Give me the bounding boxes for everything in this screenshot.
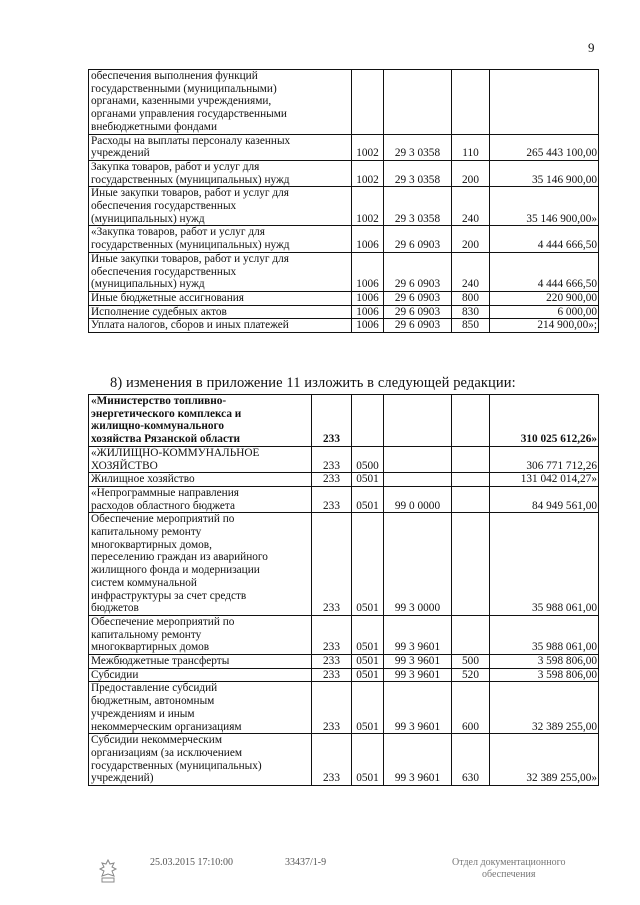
target-article-cell: 99 3 0000 bbox=[384, 513, 452, 616]
amount-cell: 6 000,00 bbox=[490, 305, 599, 319]
page-number: 9 bbox=[588, 40, 595, 55]
section-code-cell: 1002 bbox=[352, 160, 384, 186]
amount-cell: 35 146 900,00» bbox=[490, 187, 599, 226]
expense-name-cell: Предоставление субсидий бюджетным, автономным учреждениям и иным некоммерческим организациям bbox=[89, 682, 312, 734]
expense-name-cell: «Министерство топливно- энергетического комплекса и жилищно-коммунального хозяйства Рязанской области bbox=[89, 395, 312, 447]
amount-cell: 131 042 014,27» bbox=[490, 473, 599, 487]
expense-type-cell: 110 bbox=[452, 134, 490, 160]
target-article-cell: 99 3 9601 bbox=[384, 615, 452, 654]
expense-type-cell: 520 bbox=[452, 668, 490, 682]
amount-cell: 3 598 806,00 bbox=[490, 655, 599, 669]
expense-type-cell: 500 bbox=[452, 655, 490, 669]
expense-type-cell: 850 bbox=[452, 319, 490, 333]
section-code-cell: 1006 bbox=[352, 305, 384, 319]
target-article-cell: 29 6 0903 bbox=[384, 252, 452, 291]
table-row bbox=[89, 682, 599, 734]
table-row bbox=[89, 319, 599, 333]
expense-name-cell: обеспечения выполнения функций государственными (муниципальными) органами, казенными учреждениями, органами управления государственными внебюджетными фондами bbox=[89, 70, 352, 135]
target-article-cell: 99 3 9601 bbox=[384, 668, 452, 682]
expense-name-cell: «Закупка товаров, работ и услуг для государственных (муниципальных) нужд bbox=[89, 226, 352, 252]
table-row bbox=[89, 655, 599, 669]
amount-cell: 3 598 806,00 bbox=[490, 668, 599, 682]
target-article-cell: 99 3 9601 bbox=[384, 655, 452, 669]
expense-type-cell bbox=[452, 70, 490, 135]
target-article-cell: 99 0 0000 bbox=[384, 486, 452, 512]
table-row bbox=[89, 395, 599, 447]
expense-type-cell: 200 bbox=[452, 226, 490, 252]
table-row bbox=[89, 291, 599, 305]
expense-type-cell bbox=[452, 395, 490, 447]
table-row bbox=[89, 134, 599, 160]
target-article-cell bbox=[384, 395, 452, 447]
footer-timestamp: 25.03.2015 17:10:00 bbox=[150, 857, 234, 868]
target-article-cell: 29 3 0358 bbox=[384, 160, 452, 186]
target-article-cell: 29 3 0358 bbox=[384, 187, 452, 226]
expenses-table-continued bbox=[88, 69, 599, 333]
target-article-cell: 29 6 0903 bbox=[384, 291, 452, 305]
table-row bbox=[89, 226, 599, 252]
target-article-cell: 29 6 0903 bbox=[384, 319, 452, 333]
section-code-cell: 0501 bbox=[352, 682, 384, 734]
table-row bbox=[89, 473, 599, 487]
department-stamp: Отдел документационного обеспечения bbox=[452, 857, 566, 880]
amount-cell: 84 949 561,00 bbox=[490, 486, 599, 512]
target-article-cell bbox=[384, 473, 452, 487]
expense-name-cell: Межбюджетные трансферты bbox=[89, 655, 312, 669]
amount-cell: 265 443 100,00 bbox=[490, 134, 599, 160]
appendix-11-table bbox=[88, 394, 599, 786]
target-article-cell bbox=[384, 70, 452, 135]
table-row bbox=[89, 668, 599, 682]
amount-cell: 35 988 061,00 bbox=[490, 513, 599, 616]
expense-name-cell: Иные закупки товаров, работ и услуг для обеспечения государственных (муниципальных) нужд bbox=[89, 187, 352, 226]
ministry-code-cell: 233 bbox=[312, 615, 352, 654]
expense-name-cell: Субсидии некоммерческим организациям (за исключением государственных (муниципальных) учреждений) bbox=[89, 734, 312, 786]
table-row bbox=[89, 446, 599, 472]
amount-cell: 306 771 712,26 bbox=[490, 446, 599, 472]
section-code-cell bbox=[352, 70, 384, 135]
expense-name-cell: Исполнение судебных актов bbox=[89, 305, 352, 319]
expense-name-cell: Уплата налогов, сборов и иных платежей bbox=[89, 319, 352, 333]
section-code-cell: 1002 bbox=[352, 134, 384, 160]
table-row bbox=[89, 615, 599, 654]
emblem-icon bbox=[96, 858, 120, 884]
ministry-code-cell: 233 bbox=[312, 513, 352, 616]
expense-type-cell bbox=[452, 486, 490, 512]
section-code-cell: 0501 bbox=[352, 513, 384, 616]
section-code-cell: 0501 bbox=[352, 473, 384, 487]
amount-cell: 220 900,00 bbox=[490, 291, 599, 305]
amount-cell: 35 988 061,00 bbox=[490, 615, 599, 654]
ministry-code-cell: 233 bbox=[312, 682, 352, 734]
expense-type-cell: 200 bbox=[452, 160, 490, 186]
section-code-cell: 0500 bbox=[352, 446, 384, 472]
section-code-cell: 1006 bbox=[352, 291, 384, 305]
table-row bbox=[89, 70, 599, 135]
ministry-code-cell: 233 bbox=[312, 655, 352, 669]
section-code-cell: 1006 bbox=[352, 319, 384, 333]
target-article-cell: 29 3 0358 bbox=[384, 134, 452, 160]
expense-name-cell: Обеспечение мероприятий по капитальному ремонту многоквартирных домов, переселению граждан из аварийного жилищного фонда и модернизации систем коммунальной инфраструктуры за счет средств бюджетов bbox=[89, 513, 312, 616]
section-code-cell: 0501 bbox=[352, 668, 384, 682]
expense-type-cell: 830 bbox=[452, 305, 490, 319]
table-row bbox=[89, 513, 599, 616]
amount-cell: 310 025 612,26» bbox=[490, 395, 599, 447]
ministry-code-cell: 233 bbox=[312, 486, 352, 512]
table-row bbox=[89, 252, 599, 291]
footer-doc-code: 33437/1-9 bbox=[285, 857, 327, 868]
expense-name-cell: Иные бюджетные ассигнования bbox=[89, 291, 352, 305]
amount-cell: 4 444 666,50 bbox=[490, 252, 599, 291]
section-heading: 8) изменения в приложение 11 изложить в следующей редакции: bbox=[110, 375, 516, 391]
ministry-code-cell: 233 bbox=[312, 446, 352, 472]
expense-name-cell: Жилищное хозяйство bbox=[89, 473, 312, 487]
expense-type-cell: 800 bbox=[452, 291, 490, 305]
target-article-cell bbox=[384, 446, 452, 472]
expense-type-cell: 600 bbox=[452, 682, 490, 734]
expense-type-cell bbox=[452, 473, 490, 487]
table-row bbox=[89, 160, 599, 186]
expense-type-cell: 630 bbox=[452, 734, 490, 786]
section-code-cell: 0501 bbox=[352, 615, 384, 654]
amount-cell: 32 389 255,00» bbox=[490, 734, 599, 786]
expense-name-cell: Обеспечение мероприятий по капитальному ремонту многоквартирных домов bbox=[89, 615, 312, 654]
expense-type-cell bbox=[452, 446, 490, 472]
ministry-code-cell: 233 bbox=[312, 734, 352, 786]
expense-name-cell: Закупка товаров, работ и услуг для государственных (муниципальных) нужд bbox=[89, 160, 352, 186]
expense-name-cell: «Непрограммные направления расходов областного бюджета bbox=[89, 486, 312, 512]
expense-type-cell bbox=[452, 513, 490, 616]
ministry-code-cell: 233 bbox=[312, 395, 352, 447]
section-code-cell: 0501 bbox=[352, 734, 384, 786]
table-row bbox=[89, 305, 599, 319]
table-row bbox=[89, 187, 599, 226]
target-article-cell: 29 6 0903 bbox=[384, 305, 452, 319]
section-code-cell bbox=[352, 395, 384, 447]
expense-name-cell: «ЖИЛИЩНО-КОММУНАЛЬНОЕ ХОЗЯЙСТВО bbox=[89, 446, 312, 472]
target-article-cell: 99 3 9601 bbox=[384, 734, 452, 786]
section-code-cell: 0501 bbox=[352, 655, 384, 669]
section-code-cell: 1006 bbox=[352, 226, 384, 252]
amount-cell bbox=[490, 70, 599, 135]
amount-cell: 35 146 900,00 bbox=[490, 160, 599, 186]
section-code-cell: 1002 bbox=[352, 187, 384, 226]
table-row bbox=[89, 486, 599, 512]
expense-name-cell: Иные закупки товаров, работ и услуг для обеспечения государственных (муниципальных) нужд bbox=[89, 252, 352, 291]
expense-name-cell: Субсидии bbox=[89, 668, 312, 682]
amount-cell: 32 389 255,00 bbox=[490, 682, 599, 734]
target-article-cell: 99 3 9601 bbox=[384, 682, 452, 734]
section-code-cell: 0501 bbox=[352, 486, 384, 512]
target-article-cell: 29 6 0903 bbox=[384, 226, 452, 252]
amount-cell: 4 444 666,50 bbox=[490, 226, 599, 252]
section-code-cell: 1006 bbox=[352, 252, 384, 291]
amount-cell: 214 900,00»; bbox=[490, 319, 599, 333]
table-row bbox=[89, 734, 599, 786]
ministry-code-cell: 233 bbox=[312, 473, 352, 487]
expense-type-cell: 240 bbox=[452, 252, 490, 291]
expense-type-cell: 240 bbox=[452, 187, 490, 226]
ministry-code-cell: 233 bbox=[312, 668, 352, 682]
expense-name-cell: Расходы на выплаты персоналу казенных учреждений bbox=[89, 134, 352, 160]
expense-type-cell bbox=[452, 615, 490, 654]
